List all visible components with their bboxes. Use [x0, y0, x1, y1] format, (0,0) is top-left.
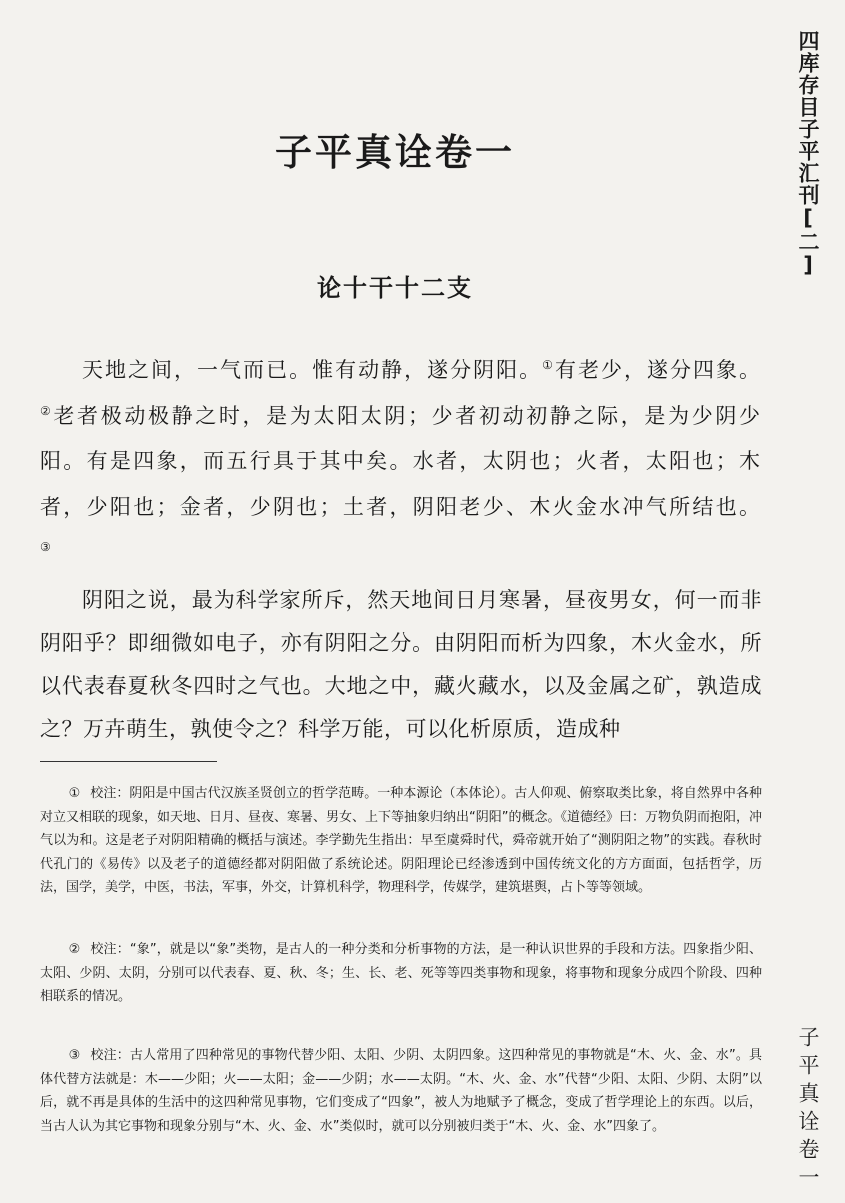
footnote-text: 校注：阴阳是中国古代汉族圣贤创立的哲学范畴。一种本源论（本体论）。古人仰观、俯察取类比象，将自然界中各种对立又相联的现象，如天地、日月、昼夜、寒暑、男女、上下等抽象归纳出“阴阳”的概念。《道德经》曰：万物负阴而抱阳，冲气以为和。这是老子对阴阳精确的概括与演述。李学勤先生指出：早至虞舜时代，舜帝就开始了“测阴阳之物”的实践。春秋时代孔门的《易传》以及老子的道德经都对阴阳做了系统论述。阴阳理论已经渗透到中国传统文化的方方面面，包括哲学，历法，国学，美学，中医，书法，军事，外交，计算机科学，物理科学，传媒学，建筑堪舆，占卜等等领域。: [40, 786, 762, 895]
footnote-ref-3[interactable]: ③: [40, 540, 53, 554]
footnote-1: [40, 782, 762, 900]
chapter-running-footer: 子平真诠卷一: [796, 1026, 820, 1194]
main-text-paragraph-2: 阴阳之说，最为科学家所斥，然天地间日月寒暑，昼夜男女，何一而非阴阳乎？即细微如电子，亦有阴阳之分。由阴阳而析为四象，木火金水，所以代表春夏秋冬四时之气也。大地之中，藏火藏水，以及金属之矿，孰造成之？万卉萌生，孰使令之？科学万能，可以化析原质，造成种: [40, 588, 762, 741]
footnote-ref-2[interactable]: ②: [40, 403, 54, 418]
sentence-1: 天地之间，一气而已。惟有动静，遂分阴阳。: [82, 358, 543, 382]
series-running-header: 四库存目子平汇刊[二]: [796, 30, 820, 278]
footnote-2: [40, 938, 762, 1009]
sentence-3: 老者极动极静之时，是为太阳太阴；少者初动初静之际，是为少阴少阳。有是四象，而五行具于其中矣。水者，太阴也；火者，太阳也；木者，少阳也；金者，少阴也；土者，阴阳老少、木火金水冲气所结也。: [40, 403, 762, 519]
section-title: 论十干十二支: [317, 273, 473, 302]
sentence-2: 有老少，遂分四象。: [554, 358, 763, 382]
footnote-number: ③: [68, 1048, 81, 1063]
footnote-text: 校注：“象”，就是以“象”类物，是古人的一种分类和分析事物的方法，是一种认识世界的手段和方法。四象指少阳、太阳、少阴、太阴，分别可以代表春、夏、秋、冬；生、长、老、死等等四类事物和现象，将事物和现象分成四个阶段、四种相联系的情况。: [40, 942, 762, 1004]
footnote-number: ②: [68, 942, 81, 957]
footnote-text: 校注：古人常用了四种常见的事物代替少阳、太阳、少阴、太阴四象。这四种常见的事物就是“木、火、金、水”。具体代替方法就是：木——少阳；火——太阳；金——少阴；水——太阴。“木、火、金、水”代替“少阳、太阳、少阴、太阴”以后，就不再是具体的生活中的这四种常见事物，它们变成了“四象”，被人为地赋予了概念，变成了哲学理论上的东西。以后，当古人认为其它事物和现象分别与“木、火、金、水”类似时，就可以分别被归类于“木、火、金、水”四象了。: [40, 1048, 762, 1134]
footnote-divider: [40, 761, 217, 762]
footnote-ref-1[interactable]: ①: [542, 358, 555, 372]
chapter-title: 子平真诠卷一: [275, 130, 515, 174]
footnote-number: ①: [68, 786, 81, 801]
footnote-3: [40, 1044, 762, 1138]
main-text-paragraph-1: [40, 348, 762, 576]
